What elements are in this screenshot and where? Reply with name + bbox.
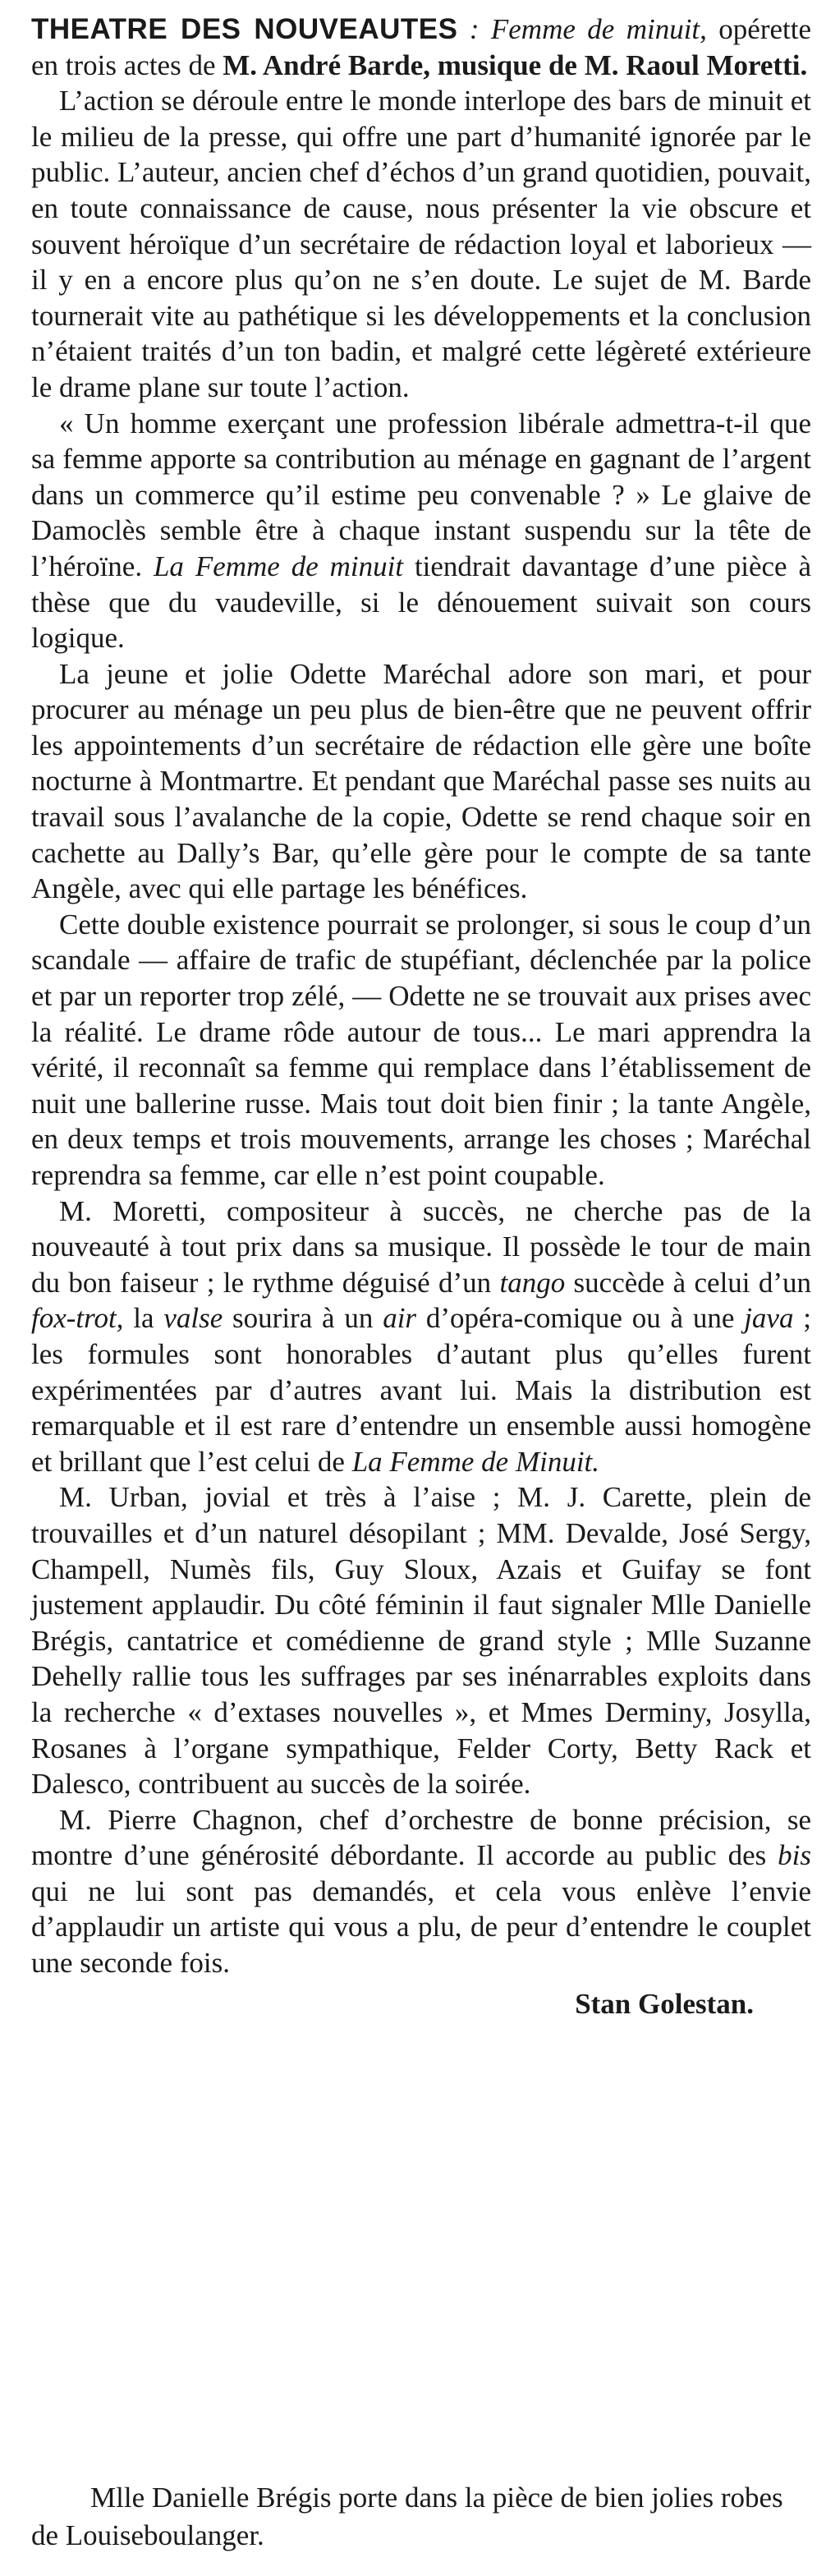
paragraph-5-text-a: M. Moretti, compositeur à succès, ne cherche pas de la nouveauté à tout prix dans sa musique. Il possède le tour de main du bon faiseur ; le rythme déguisé d’un: [31, 1194, 811, 1299]
composer-name: M. Raoul Moretti.: [584, 48, 808, 81]
paragraph-5-text-d: sourira à un: [223, 1302, 383, 1335]
theatre-name: THEATRE DES NOUVEAUTES: [31, 13, 458, 45]
play-title: Femme de minuit,: [490, 13, 707, 45]
word-tango: tango: [499, 1266, 566, 1299]
word-foxtrot: fox-trot,: [31, 1302, 124, 1335]
play-title-italic: La Femme de minuit: [153, 550, 404, 582]
heading-description: opérette en trois actes de: [31, 13, 811, 81]
review-heading: [31, 12, 811, 83]
paragraph-5-text-b: succède à celui d’un: [565, 1266, 811, 1299]
paragraph-4: Cette double existence pourrait se prolonger, si sous le coup d’un scandale — affaire de trafic de stupéfiant, déclenchée par la police et par un reporter trop zélé, — Odette ne se trouvait aux prises avec la réalité. Le drame rôde autour de tous... Le mari apprendra la vérité, il reconnaît sa femme qui remplace dans l’établissement de nuit une ballerine russe. Mais tout doit bien finir ; la tante Angèle, en deux temps et trois mouvements, arrange les choses ; Maréchal reprendra sa femme, car elle n’est point coupable.: [31, 908, 811, 1191]
review-signature: Stan Golestan.: [575, 1987, 754, 2020]
paragraph-2-text-b: tiendrait davantage d’une pièce à thèse que du vaudeville, si le dénouement suivait son cours logique.: [31, 550, 812, 655]
word-java: java: [744, 1302, 794, 1335]
paragraph-1: L’action se déroule entre le monde interlope des bars de minuit et le milieu de la presse, qui offre une part d’humanité ignorée par le public. L’auteur, ancien chef d’échos d’un grand quotidien, pouvait, en toute connaissance de cause, nous présenter la vie obscure et souvent héroïque d’un secrétaire de rédaction loyal et laborieux — il y en a encore plus qu’on ne s’en doute. Le sujet de M. Barde tournerait vite au pathétique si les développements et la conclusion n’étaient traités d’un ton badin, et malgré cette légèreté extérieure le drame plane sur toute l’action.: [31, 85, 811, 403]
heading-colon: :: [457, 13, 491, 45]
word-air: air: [383, 1302, 417, 1335]
paragraph-6: M. Urban, jovial et très à l’aise ; M. J. Carette, plein de trouvailles et d’un naturel désopilant ; MM. Devalde, José Sergy, Champell, Numès fils, Guy Sloux, Azais et Guifay se font justement applaudir. Du côté féminin il faut signaler Mlle Danielle Brégis, cantatrice et comédienne de grand style ; Mlle Suzanne Dehelly rallie tous les suffrages par ses inénarrables exploits dans la recherche « d’extases nouvelles », et Mmes Derminy, Josylla, Rosanes à l’organe sympathique, Felder Corty, Betty Rack et Dalesco, contribuent au succès de la soirée.: [31, 1481, 811, 1801]
photo-caption: Mlle Danielle Brégis porte dans la pièce de bien jolies robes de Louiseboulanger.: [31, 2482, 783, 2551]
paragraph-5-text-f: ; les formules sont honorables d’autant plus qu’elles furent expérimentées par d’autres avant lui. Mais la distribution est remarquable et il est rare d’entendre un ensemble aussi homogène et brillant que l’est celui de: [31, 1302, 811, 1478]
paragraph-2: [31, 406, 811, 656]
author-name: M. André Barde,: [223, 48, 431, 81]
paragraph-5-text-c: la: [123, 1302, 164, 1335]
heading-music-label: musique de: [430, 48, 585, 81]
paragraph-5: [31, 1194, 811, 1480]
paragraph-2-text-a: « Un homme exerçant une profession libérale admettra-t-il que sa femme apporte sa contribution au ménage en gagnant de l’argent dans un commerce qu’il estime peu convenable ? » Le glaive de Damoclès semble être à chaque instant suspendu sur la tête de l’héroïne.: [31, 407, 811, 582]
paragraph-7-text-b: qui ne lui sont pas demandés, et cela vous enlève l’envie d’applaudir un artiste qui vous a plu, de peur d’entendre le couplet une seconde fois.: [31, 1874, 811, 1980]
word-bis: bis: [778, 1839, 811, 1872]
word-valse: valse: [163, 1302, 223, 1335]
play-title-italic-2: La Femme de Minuit.: [351, 1445, 600, 1478]
paragraph-7-text-a: M. Pierre Chagnon, chef d’orchestre de bonne précision, se montre d’une générosité débordante. Il accorde au public des: [31, 1803, 811, 1872]
paragraph-3: La jeune et jolie Odette Maréchal adore son mari, et pour procurer au ménage un peu plus de bien-être que ne peuvent offrir les appointements d’un secrétaire de rédaction elle gère une boîte nocturne à Montmartre. Et pendant que Maréchal passe ses nuits au travail sous l’avalanche de la copie, Odette se rend chaque soir en cachette au Dally’s Bar, qu’elle gère pour le compte de sa tante Angèle, avec qui elle partage les bénéfices.: [31, 657, 811, 905]
paragraph-7: [31, 1802, 811, 1981]
paragraph-5-text-e: d’opéra-comique ou à une: [416, 1302, 745, 1335]
